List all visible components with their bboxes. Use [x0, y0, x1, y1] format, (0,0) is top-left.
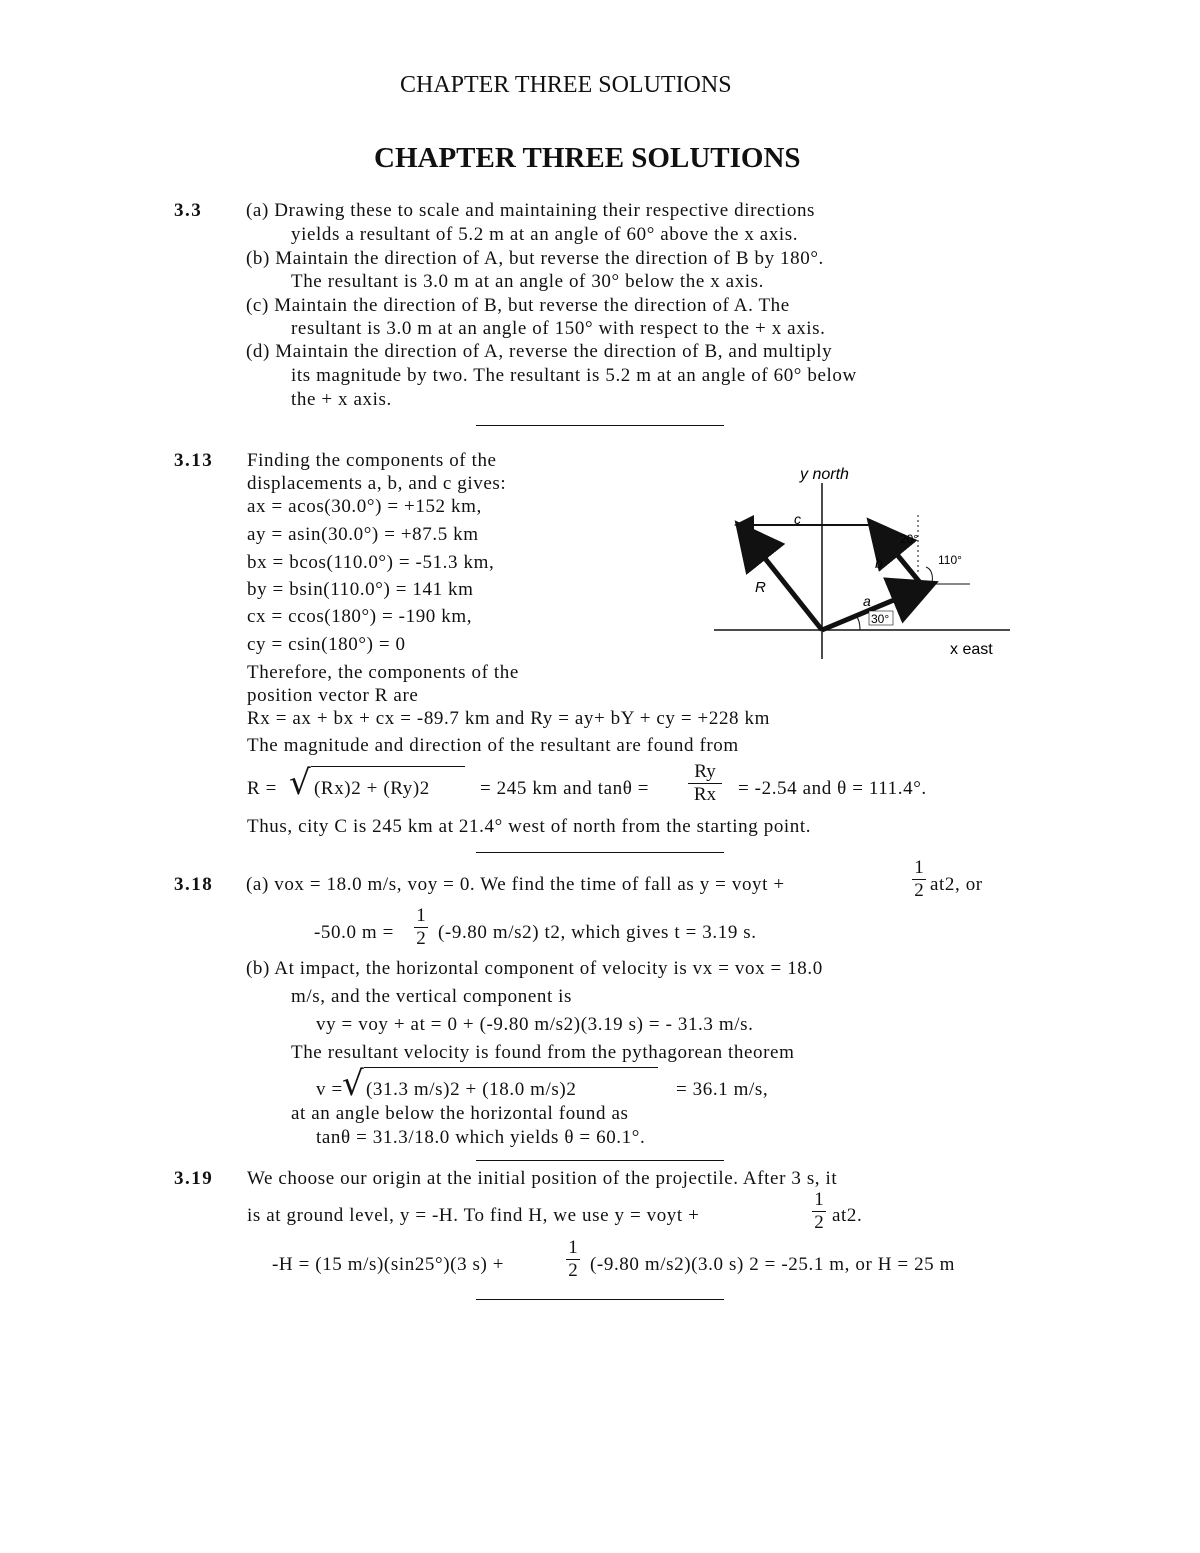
fraction	[812, 1190, 826, 1233]
angle-20-label: 20°	[900, 532, 919, 546]
text-line: by = bsin(110.0°) = 141 km	[247, 579, 474, 600]
text-line: yields a resultant of 5.2 m at an angle of 60° above the x axis.	[291, 224, 799, 245]
text-line: at2.	[832, 1205, 863, 1226]
sqrt-sign: √	[289, 763, 311, 803]
text-line: (c) Maintain the direction of B, but reverse the direction of A. The	[246, 295, 790, 316]
text-line: ay = asin(30.0°) = +87.5 km	[247, 524, 479, 545]
text-line: m/s, and the vertical component is	[291, 986, 573, 1007]
angle-30-label: 30°	[871, 612, 890, 626]
label-a: a	[863, 593, 871, 609]
text-line: -50.0 m =	[314, 922, 394, 943]
fraction	[688, 762, 722, 805]
text-line: Therefore, the components of the	[247, 662, 519, 683]
text-line: (d) Maintain the direction of A, reverse the direction of B, and multiply	[246, 341, 833, 362]
denominator: 2	[568, 1260, 578, 1281]
text-line: vy = voy + at = 0 + (-9.80 m/s2)(3.19 s) = - 31.3 m/s.	[316, 1014, 754, 1035]
text-line: bx = bcos(110.0°) = -51.3 km,	[247, 552, 495, 573]
fraction	[414, 906, 428, 949]
numerator: 1	[416, 905, 426, 926]
problem-number: 3.13	[174, 450, 214, 471]
vector-diagram	[700, 455, 1040, 665]
x-axis-label: x east	[950, 641, 993, 658]
section-divider	[476, 425, 724, 426]
text-line: ax = acos(30.0°) = +152 km,	[247, 496, 482, 517]
angle-110-label: 110°	[938, 553, 962, 567]
text-line: (a) Drawing these to scale and maintaining their respective directions	[246, 200, 816, 221]
equation-lhs: R =	[247, 778, 277, 799]
text-line: position vector R are	[247, 685, 419, 706]
text-line: at2, or	[930, 874, 983, 895]
denominator: 2	[814, 1212, 824, 1233]
text-line: resultant is 3.0 m at an angle of 150° with respect to the + x axis.	[291, 318, 826, 339]
label-b: b	[875, 555, 883, 571]
equation-lhs: v =	[316, 1079, 343, 1100]
text-line: displacements a, b, and c gives:	[247, 473, 507, 494]
fraction	[912, 858, 926, 901]
text-line: the + x axis.	[291, 389, 392, 410]
problem-number: 3.18	[174, 874, 214, 895]
denominator: 2	[416, 928, 426, 949]
equation-rhs: = 36.1 m/s,	[676, 1079, 769, 1100]
equation-middle: = 245 km and tanθ =	[480, 778, 650, 799]
radicand: (Rx)2 + (Ry)2	[314, 778, 430, 799]
sqrt-sign: √	[342, 1064, 364, 1104]
problem-number: 3.3	[174, 200, 203, 221]
section-divider	[476, 852, 724, 853]
text-line: We choose our origin at the initial position of the projectile. After 3 s, it	[247, 1168, 838, 1189]
text-line: (a) vox = 18.0 m/s, voy = 0. We find the time of fall as y = voyt +	[246, 874, 785, 895]
text-line: cx = ccos(180°) = -190 km,	[247, 606, 473, 627]
numerator: 1	[568, 1237, 578, 1258]
section-divider	[476, 1299, 724, 1300]
label-R: R	[755, 579, 766, 596]
text-line: (-9.80 m/s2)(3.0 s) 2 = -25.1 m, or H = 25 m	[590, 1254, 955, 1275]
text-line: cy = csin(180°) = 0	[247, 634, 406, 655]
sqrt-bar	[311, 766, 465, 767]
radicand: (31.3 m/s)2 + (18.0 m/s)2	[366, 1079, 577, 1100]
label-c: c	[794, 511, 801, 527]
text-line: -H = (15 m/s)(sin25°)(3 s) +	[272, 1254, 505, 1275]
text-line: at an angle below the horizontal found as	[291, 1103, 629, 1124]
text-line: its magnitude by two. The resultant is 5.2 m at an angle of 60° below	[291, 365, 857, 386]
numerator: 1	[814, 1189, 824, 1210]
text-line: The magnitude and direction of the resultant are found from	[247, 735, 739, 756]
sqrt-bar	[364, 1067, 658, 1068]
text-line: Rx = ax + bx + cx = -89.7 km and Ry = ay+ bY + cy = +228 km	[247, 708, 770, 729]
conclusion-line: Thus, city C is 245 km at 21.4° west of north from the starting point.	[247, 816, 812, 837]
angle-arc	[926, 567, 932, 584]
running-header: CHAPTER THREE SOLUTIONS	[400, 72, 732, 98]
text-line: tanθ = 31.3/18.0 which yields θ = 60.1°.	[316, 1127, 646, 1148]
fraction	[566, 1238, 580, 1281]
text-line: Finding the components of the	[247, 450, 497, 471]
denominator: Rx	[693, 784, 717, 805]
text-line: is at ground level, y = -H. To find H, we use y = voyt +	[247, 1205, 700, 1226]
text-line: (b) Maintain the direction of A, but reverse the direction of B by 180°.	[246, 248, 824, 269]
problem-number: 3.19	[174, 1168, 214, 1189]
equation-rhs: = -2.54 and θ = 111.4°.	[738, 778, 927, 799]
chapter-title: CHAPTER THREE SOLUTIONS	[374, 142, 801, 174]
denominator: 2	[914, 880, 924, 901]
numerator: Ry	[694, 761, 716, 782]
numerator: 1	[914, 857, 924, 878]
text-line: The resultant velocity is found from the pythagorean theorem	[291, 1042, 795, 1063]
text-line: (-9.80 m/s2) t2, which gives t = 3.19 s.	[438, 922, 757, 943]
text-line: (b) At impact, the horizontal component of velocity is vx = vox = 18.0	[246, 958, 823, 979]
text-line: The resultant is 3.0 m at an angle of 30° below the x axis.	[291, 271, 765, 292]
y-axis-label: y north	[800, 466, 849, 483]
section-divider	[476, 1160, 724, 1161]
